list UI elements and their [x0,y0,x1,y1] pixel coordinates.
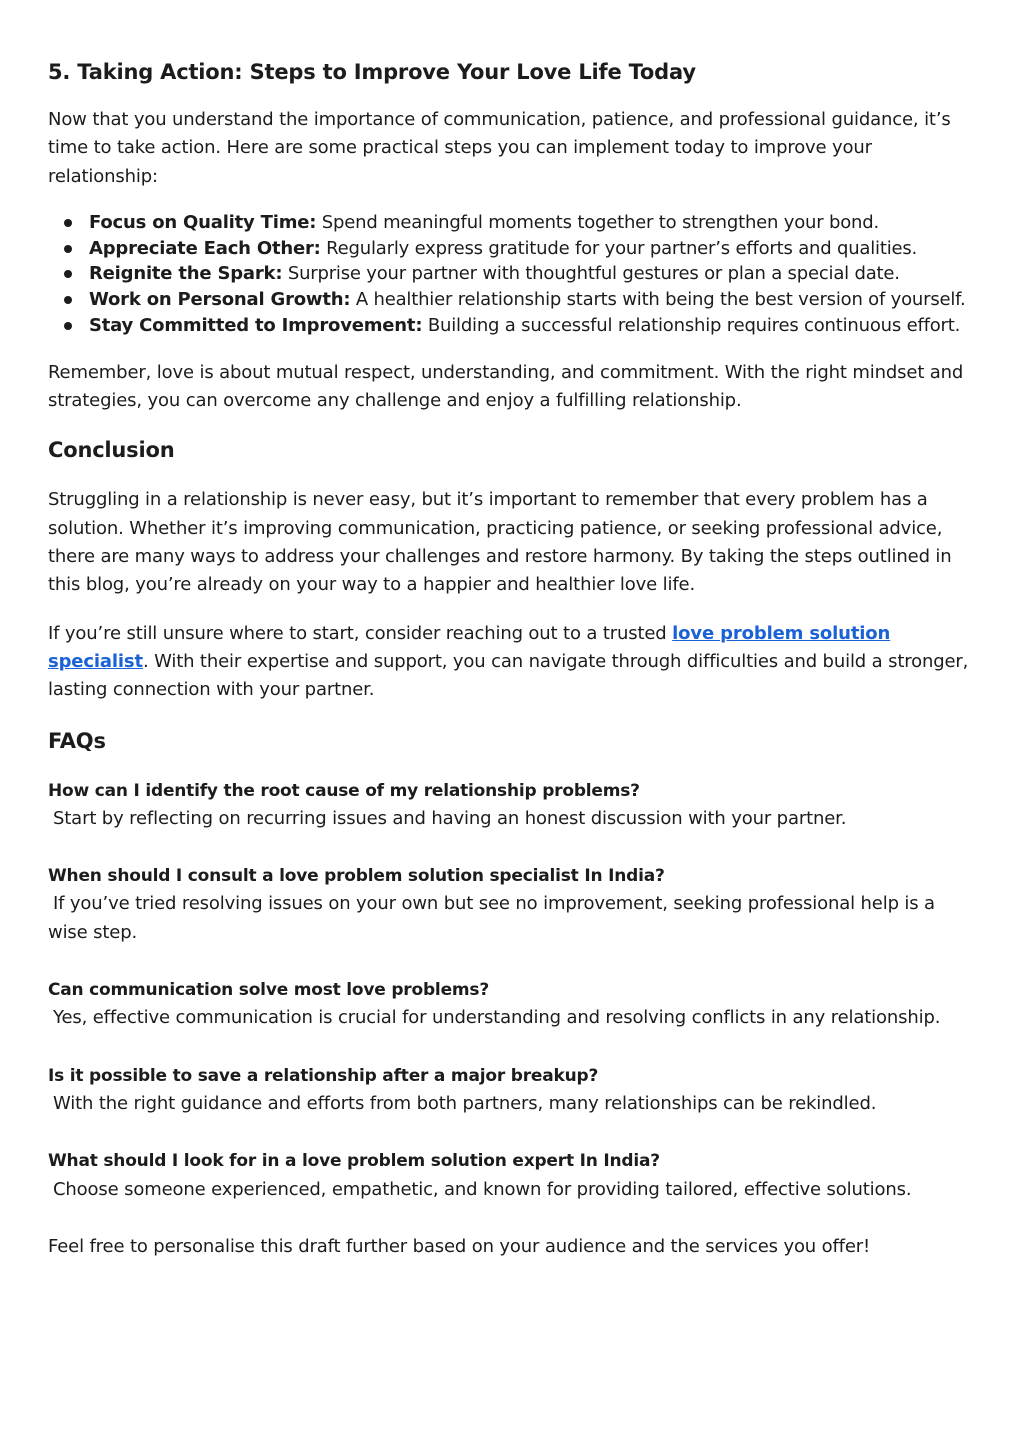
action-steps-list [48,210,978,339]
step-text: Surprise your partner with thoughtful gestures or plan a special date. [282,263,900,285]
specialist-text-after: . With their expertise and support, you can navigate through difficulties and build a stronger, lasting connection with your partner. [48,650,969,701]
faq-item [48,862,978,947]
faq-question: What should I look for in a love problem solution expert In India? [48,1151,660,1172]
specialist-paragraph [48,620,978,705]
faq-question: Is it possible to save a relationship after a major breakup? [48,1065,599,1086]
bullet-icon [64,219,72,227]
faq-item [48,777,978,834]
section-heading-taking-action: 5. Taking Action: Steps to Improve Your Love Life Today [48,60,696,84]
faq-question: When should I consult a love problem solution specialist In India? [48,866,665,887]
list-item [48,261,978,287]
section-heading-faqs: FAQs [48,728,106,753]
list-item [48,313,978,339]
faq-item [48,976,978,1033]
specialist-text-before: If you’re still unsure where to start, consider reaching out to a trusted [48,622,673,644]
faq-answer: With the right guidance and efforts from both partners, many relationships can be rekindled. [53,1092,877,1114]
conclusion-paragraph: Struggling in a relationship is never easy, but it’s important to remember that every problem has a solution. Whether it’s improving communication, practicing patience, or seeking professional advice, there are many ways to address your challenges and restore harmony. By taking the steps outlined in this blog, you’re already on your way to a happier and healthier love life. [48,489,952,596]
step-label: Appreciate Each Other: [89,237,321,259]
step-label: Reignite the Spark: [89,263,283,285]
step-text: Building a successful relationship requires continuous effort. [422,315,961,337]
list-item [48,236,978,262]
specialist-link[interactable]: love problem solution specialist [48,622,891,672]
step-label: Work on Personal Growth: [89,289,351,311]
faq-question: How can I identify the root cause of my relationship problems? [48,780,640,801]
step-label: Focus on Quality Time: [89,211,317,233]
bullet-icon [64,270,72,278]
list-item [48,287,978,313]
list-item [48,210,978,236]
faq-answer: Start by reflecting on recurring issues and having an honest discussion with your partner. [53,807,847,829]
document-page [48,52,978,1261]
bullet-icon [64,322,72,330]
closing-note: Feel free to personalise this draft further based on your audience and the services you offer! [48,1235,871,1257]
faq-item [48,1147,978,1204]
remember-paragraph: Remember, love is about mutual respect, understanding, and commitment. With the right mindset and strategies, you can overcome any challenge and enjoy a fulfilling relationship. [48,361,964,412]
faq-item [48,1062,978,1119]
bullet-icon [64,245,72,253]
step-text: A healthier relationship starts with being the best version of yourself. [350,289,966,311]
bullet-icon [64,296,72,304]
step-text: Spend meaningful moments together to strengthen your bond. [316,211,879,233]
faq-answer: Choose someone experienced, empathetic, and known for providing tailored, effective solutions. [53,1178,912,1200]
intro-paragraph: Now that you understand the importance of communication, patience, and professional guidance, it’s time to take action. Here are some practical steps you can implement today to improve your relationship: [48,109,951,187]
section-heading-conclusion: Conclusion [48,438,175,463]
faq-answer: Yes, effective communication is crucial for understanding and resolving conflicts in any relationship. [53,1007,941,1029]
step-label: Stay Committed to Improvement: [89,315,423,337]
step-text: Regularly express gratitude for your partner’s efforts and qualities. [320,237,918,259]
faq-answer: If you’ve tried resolving issues on your own but see no improvement, seeking professional help is a wise step. [48,893,935,943]
faq-question: Can communication solve most love problems? [48,980,489,1001]
